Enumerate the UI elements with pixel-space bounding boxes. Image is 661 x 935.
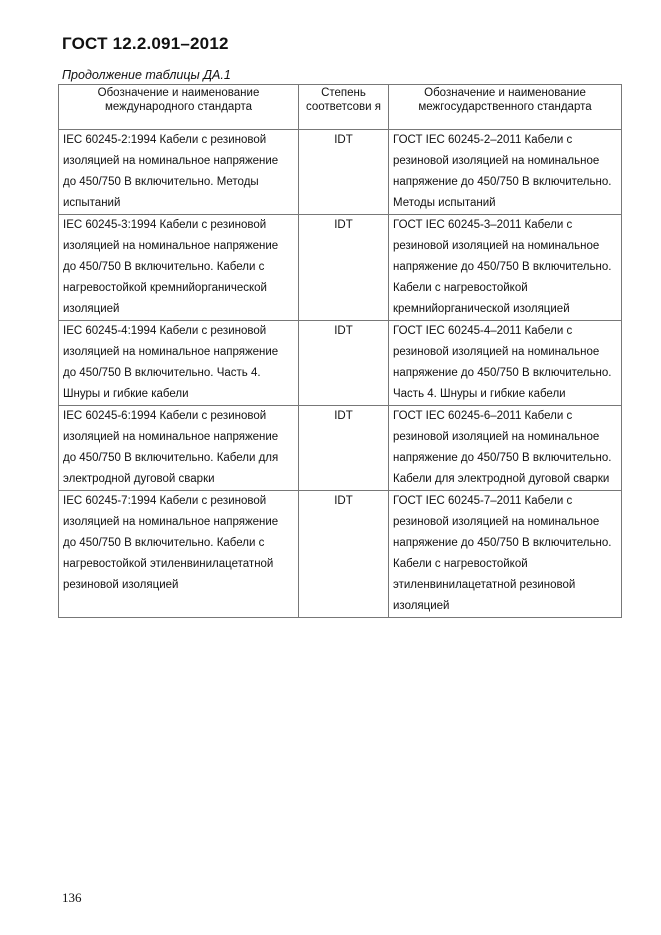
table-row <box>59 130 622 215</box>
cell-international-standard: IEC 60245-3:1994 Кабели с резиновой изоляцией на номинальное напряжение до 450/750 В включительно. Кабели с нагревостойкой кремнийорганической изоляцией <box>59 215 299 321</box>
table-row <box>59 491 622 618</box>
table-row <box>59 215 622 321</box>
header-degree-of-correspondence: Степень соответсови я <box>299 85 389 130</box>
cell-degree: IDT <box>299 215 389 321</box>
header-interstate-standard: Обозначение и наименование межгосударственного стандарта <box>389 85 622 130</box>
cell-international-standard: IEC 60245-7:1994 Кабели с резиновой изоляцией на номинальное напряжение до 450/750 В включительно. Кабели с нагревостойкой этиленвинилацетатной резиновой изоляцией <box>59 491 299 618</box>
cell-interstate-standard: ГОСТ IEC 60245-6–2011 Кабели с резиновой изоляцией на номинальное напряжение до 450/750 В включительно. Кабели для электродной дуговой сварки <box>389 406 622 491</box>
cell-interstate-standard: ГОСТ IEC 60245-4–2011 Кабели с резиновой изоляцией на номинальное напряжение до 450/750 В включительно. Часть 4. Шнуры и гибкие кабели <box>389 321 622 406</box>
cell-degree: IDT <box>299 130 389 215</box>
table-caption: Продолжение таблицы ДА.1 <box>62 68 231 82</box>
cell-international-standard: IEC 60245-6:1994 Кабели с резиновой изоляцией на номинальное напряжение до 450/750 В включительно. Кабели для электродной дуговой сварки <box>59 406 299 491</box>
document-code: ГОСТ 12.2.091–2012 <box>62 34 229 53</box>
standards-table <box>58 84 622 618</box>
cell-interstate-standard: ГОСТ IEC 60245-3–2011 Кабели с резиновой изоляцией на номинальное напряжение до 450/750 В включительно. Кабели с нагревостойкой кремнийорганической изоляцией <box>389 215 622 321</box>
page-number: 136 <box>62 890 82 905</box>
table-row <box>59 406 622 491</box>
table-header-row <box>59 85 622 130</box>
cell-international-standard: IEC 60245-2:1994 Кабели с резиновой изоляцией на номинальное напряжение до 450/750 В включительно. Методы испытаний <box>59 130 299 215</box>
cell-degree: IDT <box>299 491 389 618</box>
cell-international-standard: IEC 60245-4:1994 Кабели с резиновой изоляцией на номинальное напряжение до 450/750 В включительно. Часть 4. Шнуры и гибкие кабели <box>59 321 299 406</box>
cell-degree: IDT <box>299 406 389 491</box>
cell-interstate-standard: ГОСТ IEC 60245-7–2011 Кабели с резиновой изоляцией на номинальное напряжение до 450/750 В включительно. Кабели с нагревостойкой этиленвинилацетатной резиновой изоляцией <box>389 491 622 618</box>
cell-interstate-standard: ГОСТ IEC 60245-2–2011 Кабели с резиновой изоляцией на номинальное напряжение до 450/750 В включительно. Методы испытаний <box>389 130 622 215</box>
table-row <box>59 321 622 406</box>
cell-degree: IDT <box>299 321 389 406</box>
header-international-standard: Обозначение и наименование международного стандарта <box>59 85 299 130</box>
